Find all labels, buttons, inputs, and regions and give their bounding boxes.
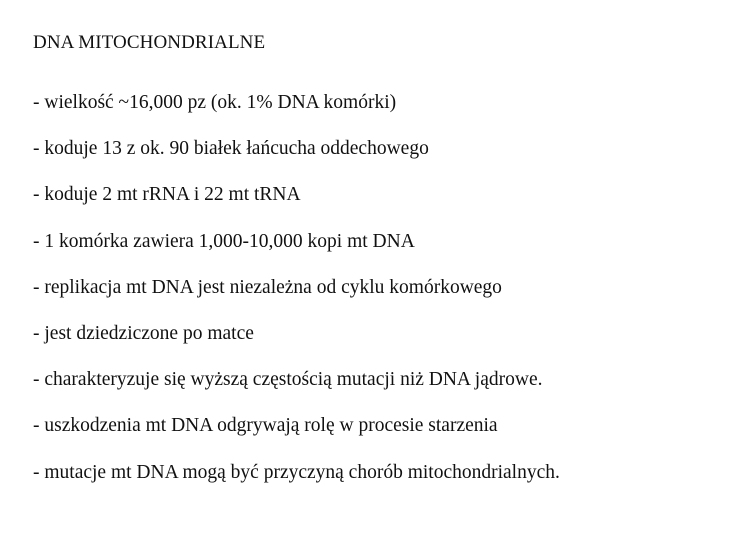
list-item: - charakteryzuje się wyższą częstością mutacji niż DNA jądrowe. [33, 369, 543, 391]
list-item: - 1 komórka zawiera 1,000-10,000 kopi mt DNA [33, 230, 415, 252]
list-item: - replikacja mt DNA jest niezależna od cyklu komórkowego [33, 276, 502, 298]
list-item: - koduje 2 mt rRNA i 22 mt tRNA [33, 184, 301, 206]
list-item: - jest dziedziczone po matce [33, 322, 254, 344]
list-item: - mutacje mt DNA mogą być przyczyną chorób mitochondrialnych. [33, 461, 560, 483]
list-item: - koduje 13 z ok. 90 białek łańcucha oddechowego [33, 138, 429, 160]
bullet-list [33, 88, 560, 504]
document-title: DNA MITOCHONDRIALNE [33, 32, 266, 53]
list-item: - uszkodzenia mt DNA odgrywają rolę w procesie starzenia [33, 415, 498, 437]
list-item: - wielkość ~16,000 pz (ok. 1% DNA komórki) [33, 92, 397, 113]
